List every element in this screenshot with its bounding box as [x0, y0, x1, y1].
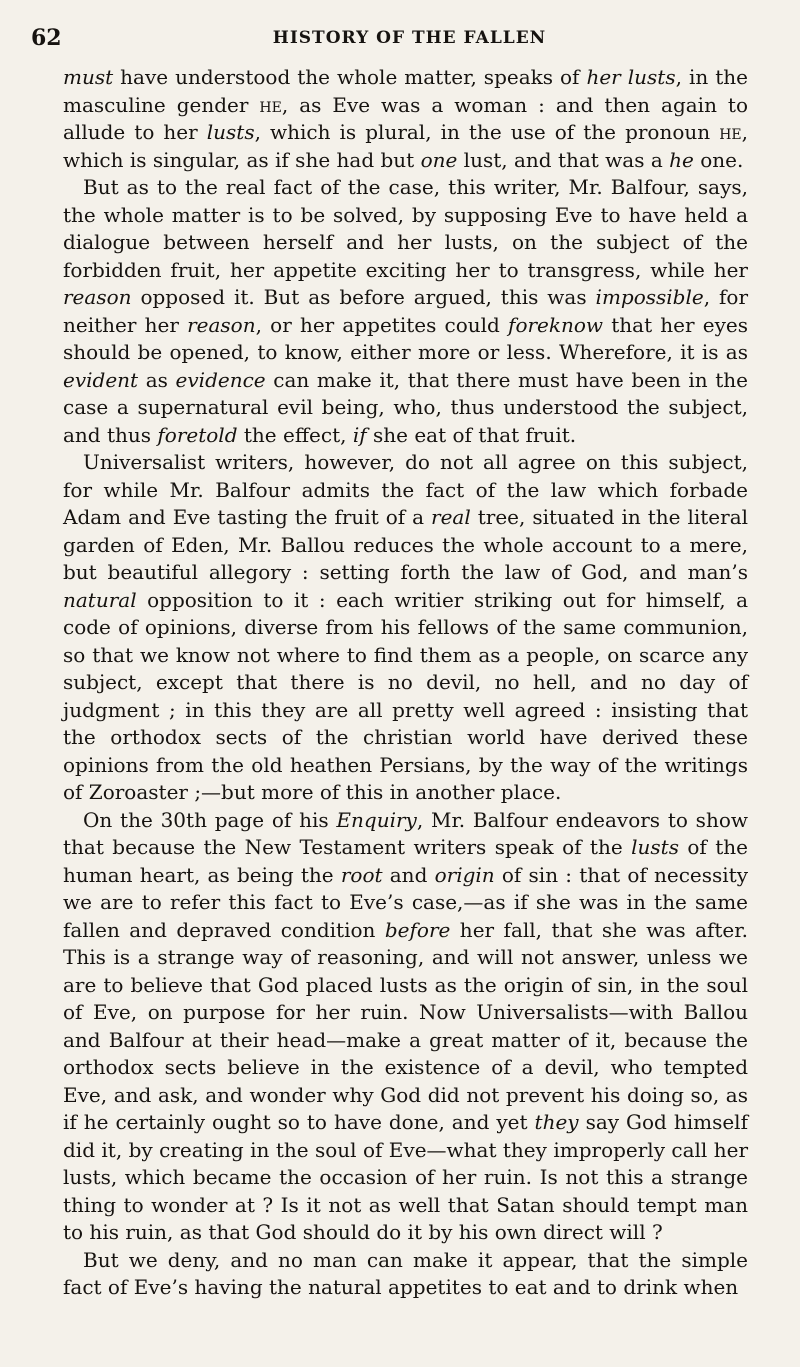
italic-text: reason	[187, 312, 256, 337]
paragraph	[63, 807, 748, 1247]
text-run: , for neither her	[63, 285, 749, 337]
text-run: that her eyes should be opened, to know, either more or less. Wherefore, it is as	[63, 312, 749, 364]
text-run: lust, and that was a	[457, 147, 670, 172]
small-caps-text: he	[259, 92, 282, 117]
italic-text: one	[420, 147, 458, 172]
text-run: On the 30th page of his	[83, 807, 337, 832]
text-run: can make it, that there must have been in the case a supernatural evil being, who, thus understood the subject, and thus	[63, 367, 748, 447]
italic-text: foretold	[157, 422, 238, 447]
small-caps-text: he	[719, 120, 742, 144]
italic-text: root	[340, 862, 383, 887]
text-run: , which is singular, as if she had but	[63, 120, 748, 172]
text-run: one.	[693, 147, 744, 172]
paragraph	[63, 449, 748, 807]
italic-text: lusts	[206, 120, 255, 144]
text-run: have understood the whole matter, speaks of	[113, 65, 587, 89]
italic-text: if	[352, 422, 367, 447]
running-title: HISTORY OF THE FALLEN	[272, 28, 547, 48]
italic-text: natural	[63, 587, 137, 612]
text-run: , Mr. Balfour endeavors to show that because the New Testament writers speak of the	[63, 807, 748, 859]
italic-text: before	[384, 917, 451, 942]
text-run: But as to the real fact of the case, this writer, Mr. Balfour, says, the whole matter is to be solved, by supposing Eve to have held a dialogue between herself and her lusts, on the subject of the forbidden fruit, her appetite exciting her to transgress, while her	[63, 175, 748, 282]
italic-text: real	[431, 505, 471, 529]
text-run: the effect,	[237, 422, 353, 447]
text-run: she eat of that fruit.	[366, 422, 577, 447]
page-number: 62	[31, 25, 62, 51]
paragraph	[63, 64, 748, 174]
text-run: Universalist writers, however, do not all agree on this subject, for while Mr. Balfour admits the fact of the law which forbade Adam and Eve tasting the fruit of a	[63, 450, 748, 529]
running-header	[31, 18, 748, 58]
italic-text: foreknow	[508, 312, 604, 337]
text-run: as	[138, 367, 176, 392]
text-run: of sin : that of necessity we are to refer this fact to Eve’s case,—as if she was in the same fallen and depraved condition	[63, 862, 749, 942]
text-run: say God himself did it, by creating in the soul of Eve—what they improperly call her lusts, which became the occasion of her ruin. Is not this a strange thing to wonder at ? Is it not as well that Satan should tempt man to his ruin, as that God should do it by his own direct will ?	[63, 1110, 748, 1244]
italic-text: impossible	[595, 285, 704, 309]
text-run: But we deny, and no man can make it appear, that the simple fact of Eve’s having the natural appetites to eat and to drink when	[63, 1247, 748, 1299]
italic-text: evident	[63, 367, 139, 392]
text-run: and	[382, 862, 435, 887]
text-run: tree, situated in the literal garden of Eden, Mr. Ballou reduces the whole account to a mere, but beautiful allegory : setting forth the law of God, and man’s	[63, 505, 749, 584]
text-run: , which is plural, in the use of the pronoun	[254, 120, 720, 144]
body-text	[31, 64, 748, 1302]
italic-text: her lusts	[586, 65, 676, 89]
italic-text: must	[63, 65, 114, 89]
italic-text: lusts	[631, 835, 679, 859]
text-run: her fall, that she was after. This is a strange way of reasoning, and will not answer, unless we are to believe that God placed lusts as the origin of sin, in the soul of Eve, on purpose for her ruin. Now Universalists—with Ballou and Balfour at their head—make a great matter of it, because the orthodox sects believe in the existence of a devil, who tempted Eve, and ask, and wonder why God did not prevent his doing so, as if he certainly ought so to have done, and yet	[63, 917, 748, 1134]
paragraph	[63, 174, 748, 449]
paragraph	[63, 1247, 748, 1302]
italic-text: Enquiry	[336, 807, 417, 832]
italic-text: he	[669, 147, 694, 172]
italic-text: evidence	[175, 367, 266, 392]
text-run: opposition to it : each writier striking out for himself, a code of opinions, diverse from his fellows of the same communion, so that we know not where to find them as a people, on scarce any subject, except that there is no devil, no hell, and no day of judgment ; in this they are all pretty well agreed : insisting that the orthodox sects of the christian world have derived these opinions from the old heathen Persians, by the way of the writings of Zoroaster ;—but more of this in another place.	[63, 587, 748, 804]
text-run: , as Eve was a woman : and then again to allude to her	[63, 92, 749, 144]
text-run: , or her appetites could	[255, 312, 509, 337]
text-run: , in the masculine gender	[63, 65, 748, 117]
text-run: opposed it. But as before argued, this was	[131, 285, 596, 309]
text-run: of the human heart, as being the	[63, 835, 748, 887]
italic-text: origin	[434, 862, 495, 887]
italic-text: they	[534, 1110, 579, 1134]
italic-text: reason	[63, 285, 132, 309]
